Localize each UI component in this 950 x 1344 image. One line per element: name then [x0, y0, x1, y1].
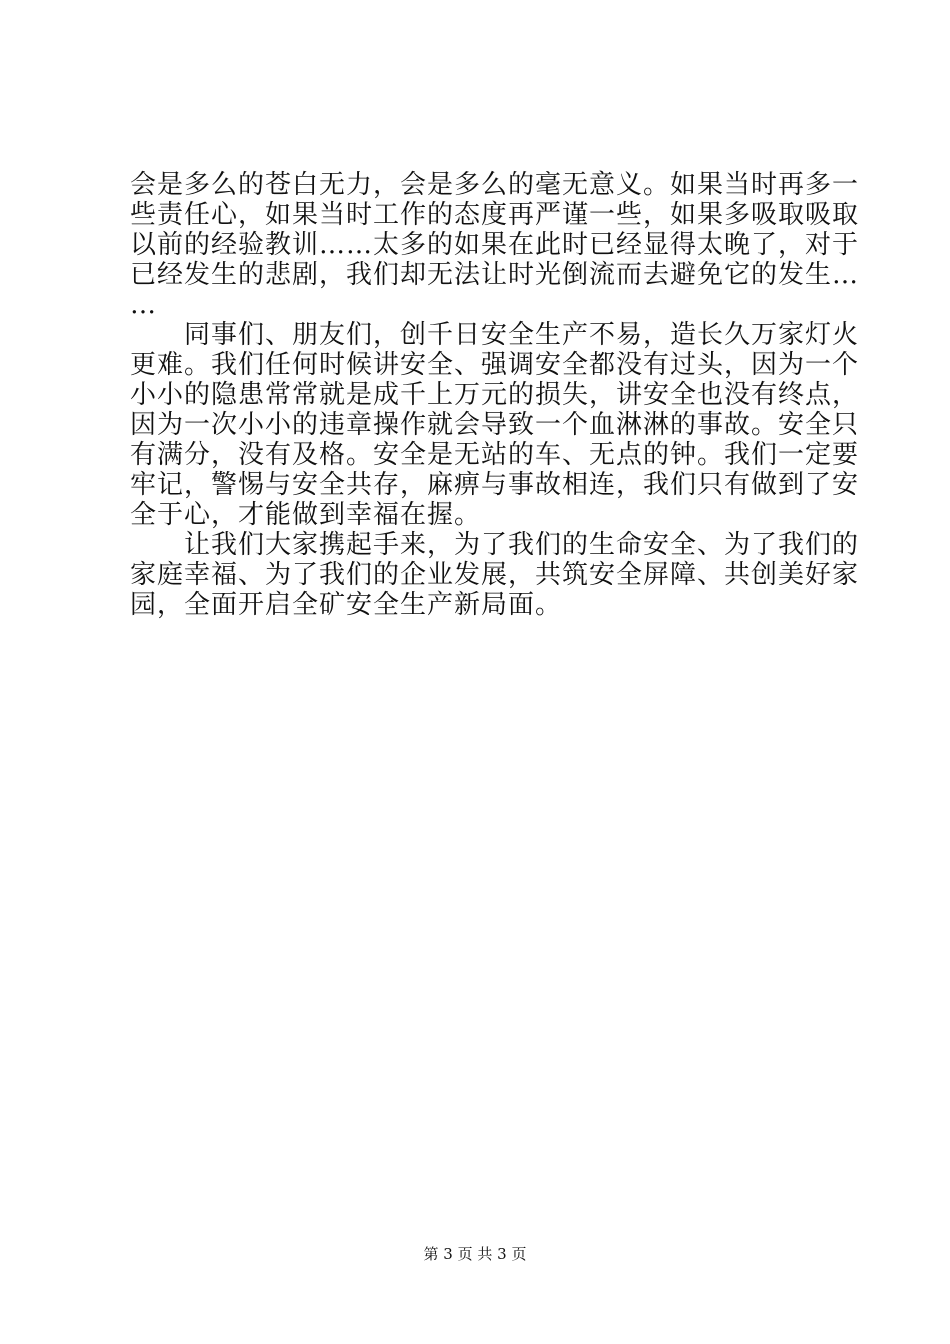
page-number-footer: 第 3 页 共 3 页	[423, 1245, 527, 1263]
text-line: 家庭幸福、为了我们的企业发展，共筑安全屏障、共创美好家	[130, 560, 860, 590]
text-line: 有满分，没有及格。安全是无站的车、无点的钟。我们一定要	[130, 440, 860, 470]
text-line: 因为一次小小的违章操作就会导致一个血淋淋的事故。安全只	[130, 410, 860, 440]
text-line: 已经发生的悲剧，我们却无法让时光倒流而去避免它的发生…	[130, 260, 860, 290]
document-body	[130, 170, 860, 620]
text-line: 全于心，才能做到幸福在握。	[130, 500, 482, 530]
text-line: 以前的经验教训……太多的如果在此时已经显得太晚了，对于	[130, 230, 860, 260]
text-line: 让我们大家携起手来，为了我们的生命安全、为了我们的	[130, 530, 860, 560]
text-line: 园，全面开启全矿安全生产新局面。	[130, 590, 563, 620]
text-line: 更难。我们任何时候讲安全、强调安全都没有过头，因为一个	[130, 350, 860, 380]
text-line: 些责任心，如果当时工作的态度再严谨一些，如果多吸取吸取	[130, 200, 860, 230]
text-line: 同事们、朋友们，创千日安全生产不易，造长久万家灯火	[130, 320, 860, 350]
text-line: …	[130, 290, 157, 320]
paragraph-2	[130, 320, 860, 530]
paragraph-1	[130, 170, 860, 320]
paragraph-3	[130, 530, 860, 620]
text-line: 小小的隐患常常就是成千上万元的损失，讲安全也没有终点，	[130, 380, 860, 410]
text-line: 会是多么的苍白无力，会是多么的毫无意义。如果当时再多一	[130, 170, 860, 200]
text-line: 牢记，警惕与安全共存，麻痹与事故相连，我们只有做到了安	[130, 470, 860, 500]
